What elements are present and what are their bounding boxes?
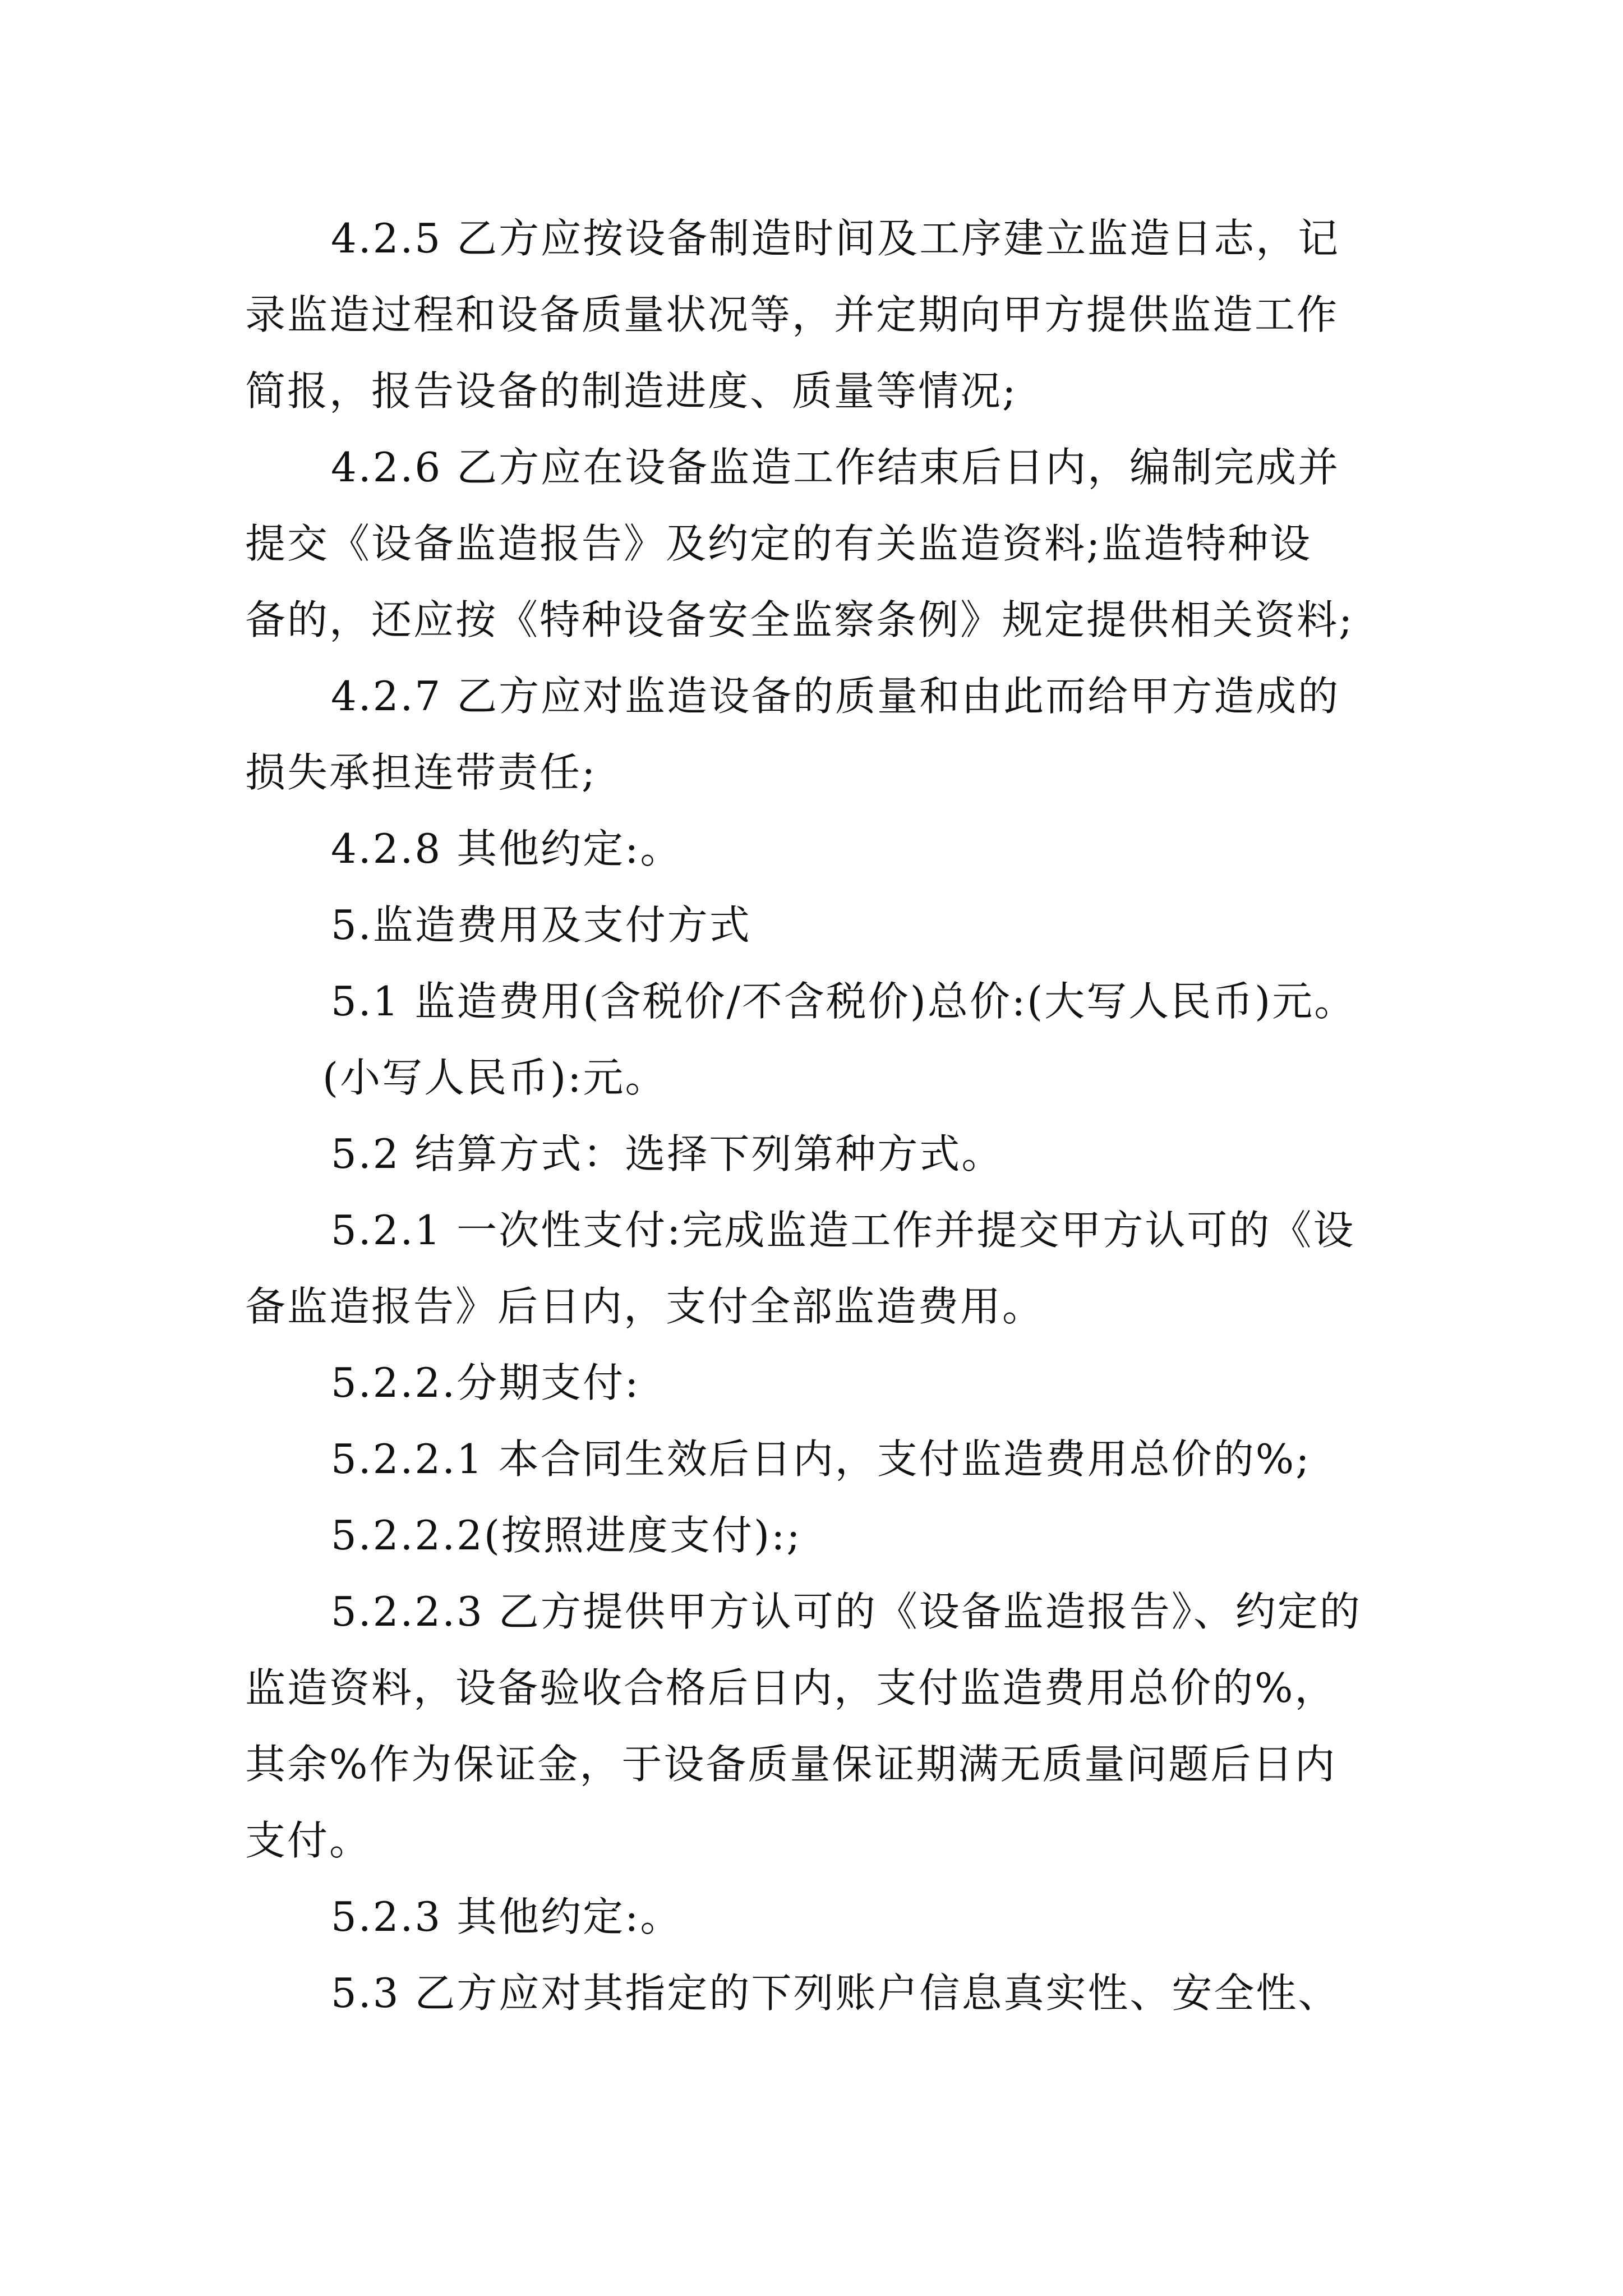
text-line: 损失承担连带责任; [245,749,597,796]
text-line: (小写人民币):元。 [322,1054,667,1101]
text-line: 备的，还应按《特种设备安全监察条例》规定提供相关资料; [245,596,1354,643]
text-line: 监造资料，设备验收合格后日内，支付监造费用总价的%， [245,1664,1337,1711]
text-line: 4.2.5 乙方应按设备制造时间及工序建立监造日志，记 [331,215,1340,262]
text-line: 支付。 [245,1817,372,1864]
text-line: 备监造报告》后日内，支付全部监造费用。 [245,1283,1045,1330]
text-line: 5.2.2.分期支付: [331,1359,640,1406]
text-line: 5.2.2.3 乙方提供甲方认可的《设备监造报告》、约定的 [331,1588,1362,1635]
text-line: 5.2.2.1 本合同生效后日内，支付监造费用总价的%; [331,1435,1311,1483]
text-line: 录监造过程和设备质量状况等，并定期向甲方提供监造工作 [245,291,1339,338]
text-line: 5.2.3 其他约定:。 [331,1893,683,1940]
text-line: 5.1 监造费用(含税价/不含税价)总价:(大写人民币)元。 [331,978,1357,1025]
text-line: 其余%作为保证金，于设备质量保证期满无质量问题后日内 [245,1741,1337,1788]
text-line: 5.2 结算方式：选择下列第种方式。 [331,1130,1004,1177]
text-line: 提交《设备监造报告》及约定的有关监造资料;监造特种设 [245,520,1312,567]
text-line: 5.2.2.2(按照进度支付):; [331,1512,802,1559]
text-line: 简报，报告设备的制造进度、质量等情况; [245,367,1018,415]
text-line: 4.2.6 乙方应在设备监造工作结束后日内，编制完成并 [331,444,1340,491]
text-line: 4.2.8 其他约定:。 [331,825,683,872]
text-line: 5.2.1 一次性支付:完成监造工作并提交甲方认可的《设 [331,1207,1355,1254]
section-heading: 5.监造费用及支付方式 [331,901,751,949]
text-line: 5.3 乙方应对其指定的下列账户信息真实性、安全性、 [331,1970,1340,2017]
text-line: 4.2.7 乙方应对监造设备的质量和由此而给甲方造成的 [331,673,1340,720]
